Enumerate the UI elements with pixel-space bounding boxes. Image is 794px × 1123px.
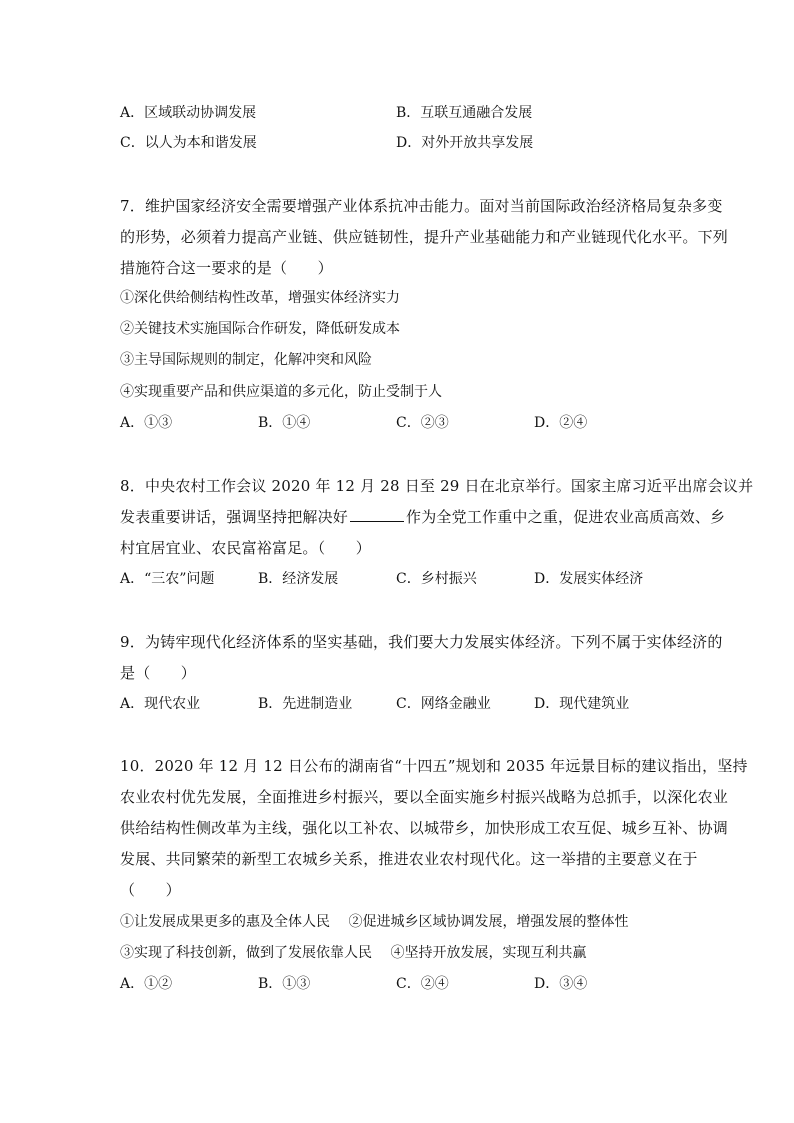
q6-option-d[interactable]: D．对外开放共享发展 — [396, 135, 534, 151]
q6-option-a[interactable]: A．区域联动协调发展 — [120, 105, 257, 121]
q9-option-b[interactable]: B．先进制造业 — [258, 696, 353, 712]
q7-stem-line-1: 7．维护国家经济安全需要增强产业体系抗冲击能力。面对当前国际政治经济格局复杂多变 — [120, 197, 723, 215]
q7-option-c[interactable]: C．②③ — [396, 415, 449, 431]
q7-stem-line-3: 措施符合这一要求的是（ ） — [120, 259, 333, 277]
q8-option-a[interactable]: A．“三农”问题 — [120, 571, 215, 587]
q10-option-c[interactable]: C．②④ — [396, 976, 449, 992]
q9-option-c[interactable]: C．网络金融业 — [396, 696, 491, 712]
q8-answer-blank[interactable] — [350, 507, 404, 522]
q7-stem-line-2: 的形势，必须着力提高产业链、供应链韧性，提升产业基础能力和产业链现代化水平。下列 — [120, 228, 729, 246]
q10-options-row — [120, 974, 680, 994]
q10-stem-line-2: 农业农村优先发展，全面推进乡村振兴，要以全面实施乡村振兴战略为总抓手，以深化农业 — [120, 788, 729, 806]
q7-option-a[interactable]: A．①③ — [120, 415, 173, 431]
q8-stem-line-3: 村宜居宜业、农民富裕富足。（ ） — [120, 539, 371, 557]
q9-stem-line-2: 是（ ） — [120, 664, 197, 682]
q9-option-d[interactable]: D．现代建筑业 — [534, 696, 630, 712]
q7-statement-2: ②关键技术实施国际合作研发，降低研发成本 — [120, 321, 400, 337]
q7-statement-4: ④实现重要产品和供应渠道的多元化，防止受制于人 — [120, 384, 442, 400]
q8-stem-line-2-before: 发表重要讲话，强调坚持把解决好 — [120, 508, 349, 526]
q6-option-c[interactable]: C．以人为本和谐发展 — [120, 135, 257, 151]
q6-options-row-1 — [120, 103, 680, 123]
q10-statements-row-2: ③实现了科技创新，做到了发展依靠人民 ④坚持开放发展，实现互利共赢 — [120, 945, 587, 961]
q10-stem-line-3: 供给结构性侧改革为主线，强化以工补农、以城带乡，加快形成工农互促、城乡互补、协调 — [120, 819, 729, 837]
q8-option-d[interactable]: D．发展实体经济 — [534, 571, 644, 587]
q9-option-a[interactable]: A．现代农业 — [120, 696, 201, 712]
q9-options-row — [120, 694, 680, 714]
q6-options-row-2 — [120, 133, 680, 153]
q10-stem-line-5: （ ） — [120, 881, 181, 899]
q10-option-a[interactable]: A．①② — [120, 976, 173, 992]
q8-stem-line-2 — [120, 507, 725, 527]
q8-options-row — [120, 569, 680, 589]
q10-option-d[interactable]: D．③④ — [534, 976, 588, 992]
q8-stem-line-1: 8．中央农村工作会议 2020 年 12 月 28 日至 29 日在北京举行。国家主席习近平出席会议并 — [120, 477, 754, 495]
q8-option-b[interactable]: B．经济发展 — [258, 571, 339, 587]
q7-option-b[interactable]: B．①④ — [258, 415, 311, 431]
q8-stem-line-2-after: 作为全党工作重中之重，促进农业高质高效、乡 — [406, 508, 726, 526]
q7-statement-3: ③主导国际规则的制定，化解冲突和风险 — [120, 352, 372, 368]
q7-option-d[interactable]: D．②④ — [534, 415, 588, 431]
q10-stem-line-4: 发展、共同繁荣的新型工农城乡关系，推进农业农村现代化。这一举措的主要意义在于 — [120, 850, 698, 868]
q6-option-b[interactable]: B．互联互通融合发展 — [396, 105, 533, 121]
q8-option-c[interactable]: C．乡村振兴 — [396, 571, 477, 587]
q7-statement-1: ①深化供给侧结构性改革，增强实体经济实力 — [120, 290, 400, 306]
q9-stem-line-1: 9．为铸牢现代化经济体系的坚实基础，我们要大力发展实体经济。下列不属于实体经济的 — [120, 633, 723, 651]
q10-statements-row-1: ①让发展成果更多的惠及全体人民 ②促进城乡区域协调发展，增强发展的整体性 — [120, 914, 629, 930]
q7-options-row — [120, 413, 680, 433]
q10-stem-line-1: 10．2020 年 12 月 12 日公布的湖南省“十四五”规划和 2035 年远景目标的建议指出，坚持 — [120, 757, 748, 775]
q10-option-b[interactable]: B．①③ — [258, 976, 311, 992]
